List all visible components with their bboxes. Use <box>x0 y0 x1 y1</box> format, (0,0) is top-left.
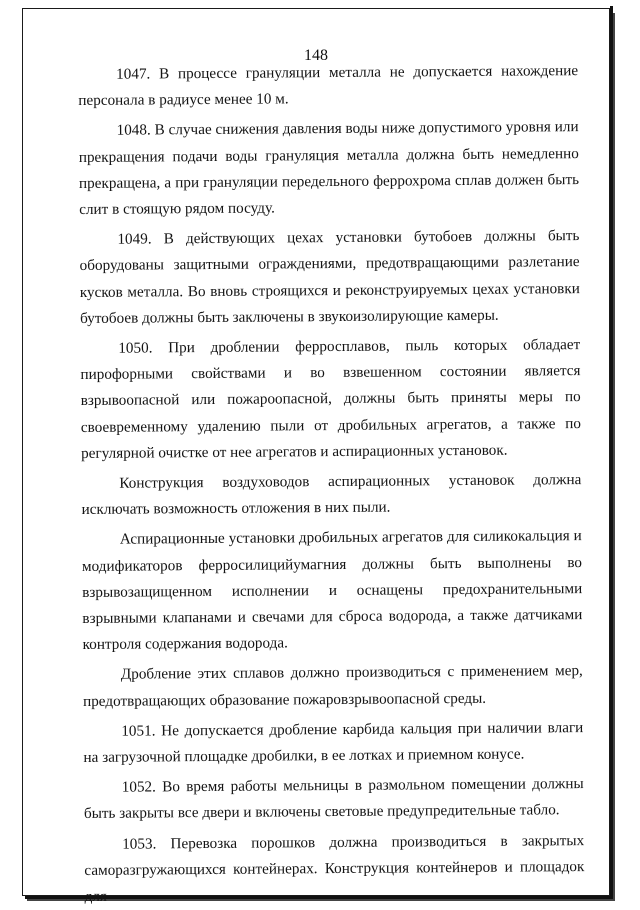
document-body <box>78 54 585 910</box>
paragraph-crushing: Дробление этих сплавов должно производиться с применением мер, предотвращающих образование пожаровзрывоопасной среды. <box>82 662 583 710</box>
paragraph-1048: 1048. В случае снижения давления воды ниже допустимого уровня или прекращения подачи воды грануляция металла должна быть немедленно прекращена, а при грануляции передельного феррохрома сплав должен быть слит в стоящую рядом посуду. <box>78 118 580 219</box>
page-shadow-right <box>610 6 613 896</box>
page-number: 148 <box>304 47 328 64</box>
paragraph-1051: 1051. Не допускается дробление карбида кальция при наличии влаги на загрузочной площадке дробилки, в ее лотках и приемном конусе. <box>83 718 584 767</box>
paragraph-1052: 1052. Во время работы мельницы в размольном помещении должны быть закрыты все двери и включены световые предупредительные табло. <box>83 775 584 823</box>
paragraph-1050: 1050. При дроблении ферросплавов, пыль которых обладает пирофорными свойствами и во взвешенном состоянии является взрывоопасной или пожароопасной, должны быть приняты меры по своевременному удалению пыли от дробильных агрегатов, а также по регулярной очистке от нее агрегатов и аспирационных установок. <box>80 336 581 462</box>
paragraph-1047: 1047. В процессе грануляции металла не допускается нахождение персонала в радиусе менее 10 м. <box>78 62 579 110</box>
paragraph-aspiration: Аспирационные установки дробильных агрегатов для силикокальция и модификаторов ферросилицийумагния должны быть выполнены во взрывозащищенном исполнении и оснащены предохранительными взрывными клапанами и свечами для сброса водорода, а также датчиками контроля содержания водорода. <box>81 527 583 654</box>
paragraph-1049: 1049. В действующих цехах установки бутобоев должны быть оборудованы защитными ограждениями, предотвращающими разлетание кусков металла. Во вновь строящихся и реконструируемых цехах установки бутобоев должны быть заключены в звукоизолирующие камеры. <box>79 227 580 327</box>
paragraph-ducts: Конструкция воздуховодов аспирационных установок должна исключать возможность отложения в них пыли. <box>81 471 582 519</box>
paragraph-1053: 1053. Перевозка порошков должна производиться в закрытых саморазгружающихся контейнерах. Конструкция контейнеров и площадок для <box>84 831 585 906</box>
